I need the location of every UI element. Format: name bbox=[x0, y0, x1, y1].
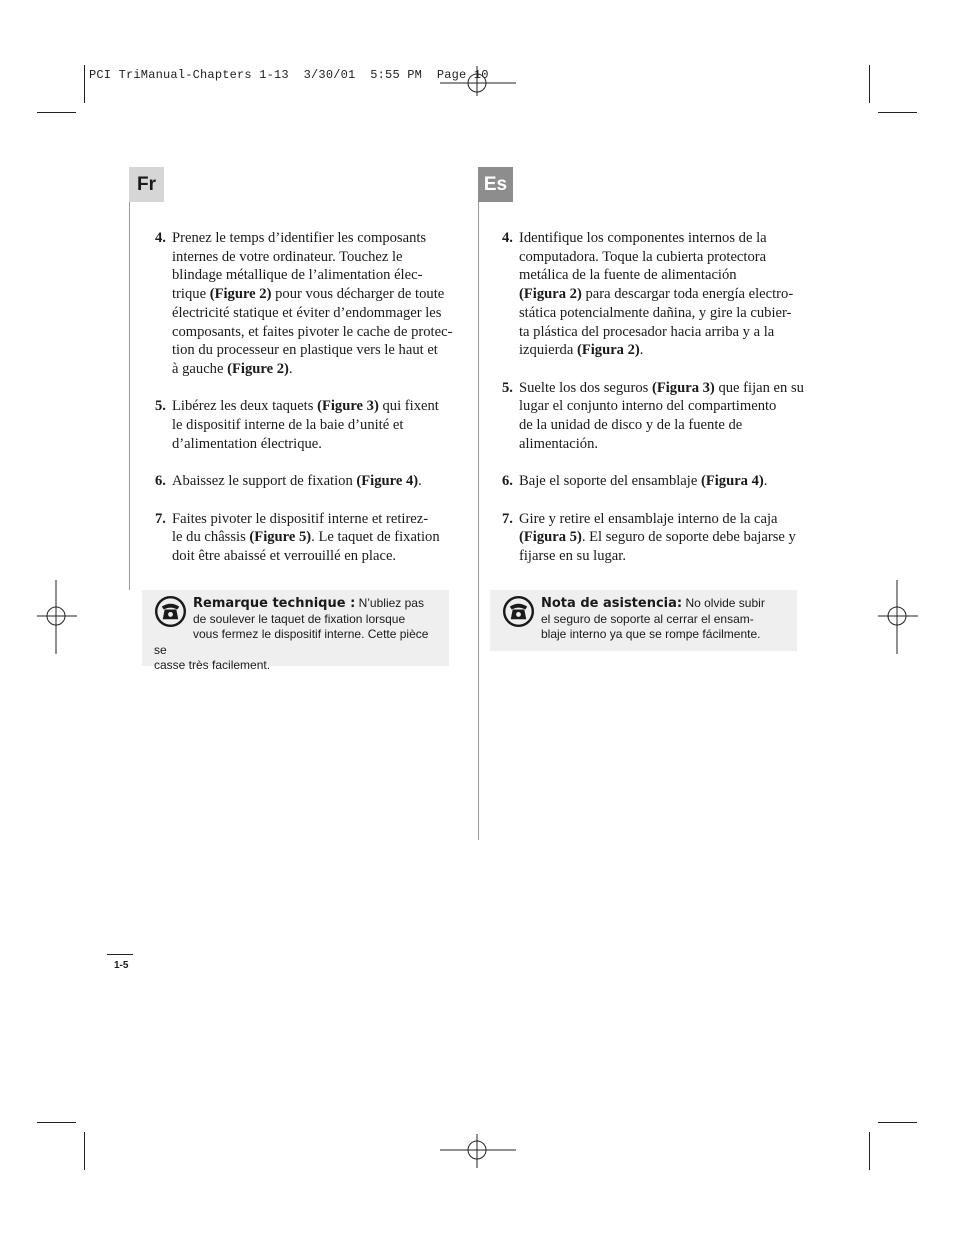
step-number: 5. bbox=[502, 379, 513, 396]
list-item: 5. Suelte los dos seguros (Figura 3) que fijan en su lugar el conjunto interno del compartimento de la unidad de disco y de la fuente de alimentación. bbox=[502, 379, 804, 452]
step-number: 6. bbox=[155, 473, 166, 490]
crosshair-icon bbox=[37, 580, 77, 654]
spanish-instructions bbox=[490, 229, 810, 584]
list-item: 4. Identifique los componentes internos de la computadora. Toque la cubierta protectora metálica de la fuente de alimentación (Figura 2) para descargar toda energía electro- stática potencialmente dañina, y gire la cubier- ta plástica del procesador hacia arriba y a la izquierda (Figura 2). bbox=[502, 230, 794, 359]
footer-rule bbox=[107, 954, 133, 955]
list-item: 7. Gire y retire el ensamblaje interno de la caja (Figura 5). El seguro de soporte debe bajarse y fijarse en su lugar. bbox=[502, 510, 796, 564]
crosshair-icon bbox=[440, 1134, 516, 1168]
french-instructions bbox=[143, 229, 463, 584]
step-number: 4. bbox=[502, 230, 513, 246]
telephone-icon bbox=[502, 595, 535, 628]
french-column-rule bbox=[129, 202, 130, 590]
note-lead: Nota de asistencia: bbox=[541, 596, 683, 611]
crosshair-icon bbox=[440, 66, 516, 96]
list-item: 6. Baje el soporte del ensamblaje (Figura 4). bbox=[502, 473, 768, 490]
list-item: 6. Abaissez le support de fixation (Figure 4). bbox=[155, 473, 422, 490]
step-number: 6. bbox=[502, 473, 513, 490]
assistance-note-spanish: Nota de asistencia: No olvide subir el seguro de soporte al cerrar el ensam- blaje interno ya que se rompe fácilmente. bbox=[490, 590, 797, 651]
print-slug: PCI TriManual-Chapters 1-13 3/30/01 5:55 PM Page 10 bbox=[89, 68, 489, 82]
step-number: 4. bbox=[155, 230, 166, 246]
list-item: 4. Prenez le temps d’identifier les composants internes de votre ordinateur. Touchez le blindage métallique de l’alimentation élec- trique (Figure 2) pour vous décharger de toute électricité statique et éviter d’endommager les composants, et faites pivoter le cache de protec- tion du processeur en plastique vers le haut et à gauche (Figure 2). bbox=[155, 230, 453, 377]
page-number: 1-5 bbox=[114, 960, 129, 971]
telephone-icon bbox=[154, 595, 187, 628]
list-item: 5. Libérez les deux taquets (Figure 3) qui fixent le dispositif interne de la baie d’unité et d’alimentation électrique. bbox=[155, 398, 439, 452]
language-tab-french: Fr bbox=[129, 167, 164, 202]
note-lead: Remarque technique : bbox=[193, 596, 356, 611]
crosshair-icon bbox=[878, 580, 918, 654]
step-number: 7. bbox=[155, 510, 166, 527]
spanish-column-rule bbox=[478, 202, 479, 840]
step-number: 5. bbox=[155, 398, 166, 415]
step-number: 7. bbox=[502, 510, 513, 527]
language-tab-spanish: Es bbox=[478, 167, 513, 202]
technical-note-french: Remarque technique : N’ubliez pas de soulever le taquet de fixation lorsque vous fermez le dispositif interne. Cette pièce se casse très facilement. bbox=[142, 590, 449, 666]
list-item: 7. Faites pivoter le dispositif interne et retirez- le du châssis (Figure 5). Le taquet de fixation doit être abaissé et verrouillé en place. bbox=[155, 510, 440, 564]
